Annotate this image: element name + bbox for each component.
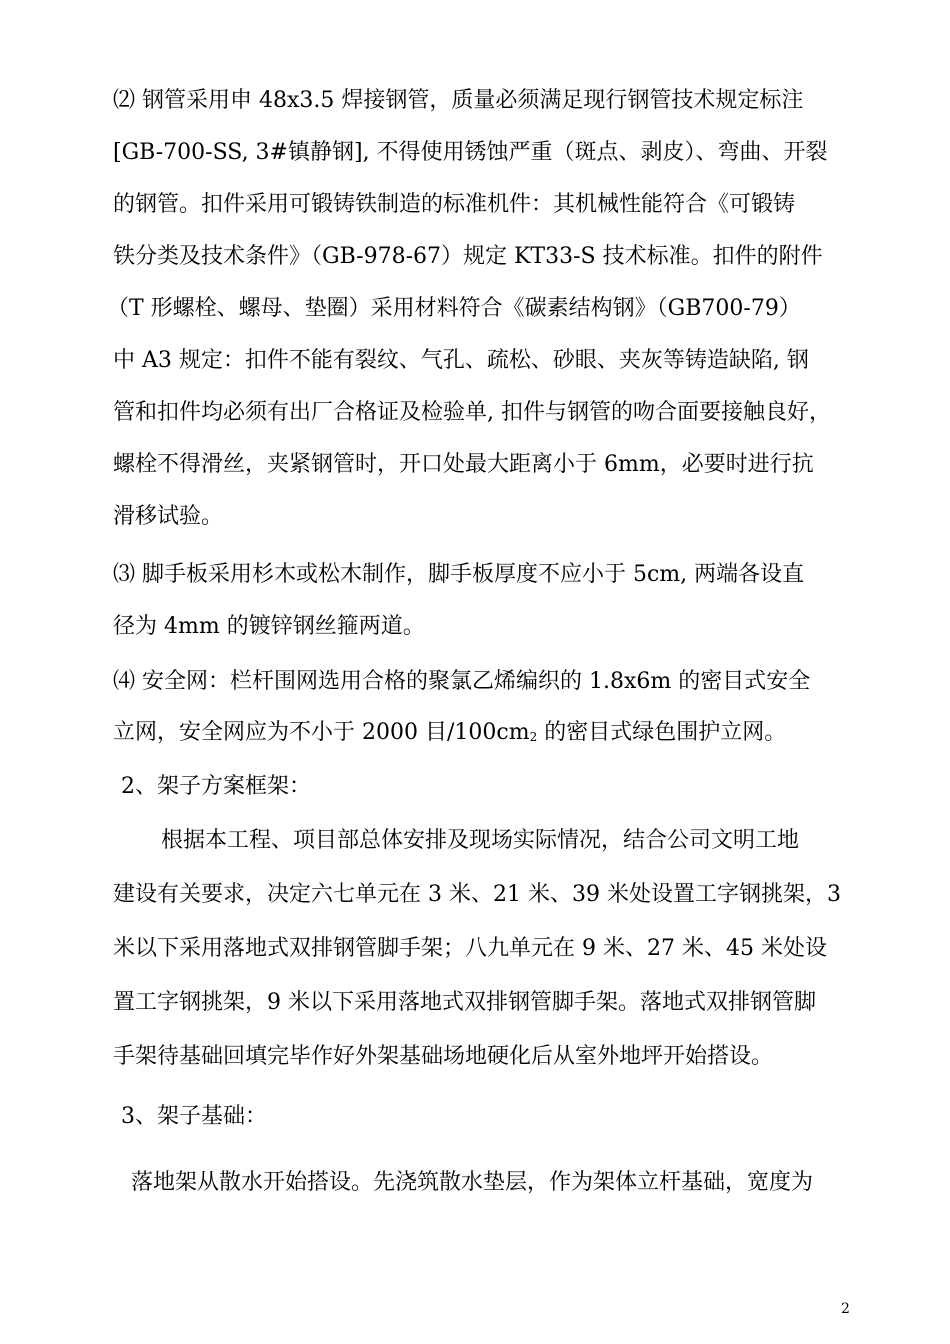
body-text-line: 的钢管。扣件采用可锻铸铁制造的标准机件：其机械性能符合《可锻铸 [113, 192, 796, 217]
body-text-line: 中 A3 规定：扣件不能有裂纹、气孔、疏松、砂眼、夹灰等铸造缺陷, 钢 [113, 348, 809, 373]
body-text-line: 管和扣件均必须有出厂合格证及检验单, 扣件与钢管的吻合面要接触良好， [113, 400, 831, 425]
text-run: 的密目式绿色围护立网。 [537, 720, 787, 745]
body-text-line: 根据本工程、项目部总体安排及现场实际情况，结合公司文明工地 [161, 828, 800, 853]
body-text-line [113, 718, 786, 752]
body-text-line: ⑷ 安全网：栏杆围网选用合格的聚氯乙烯编织的 1.8x6m 的密目式安全 [113, 669, 811, 694]
body-text-line: ⑵ 钢管采用申 48x3.5 焊接钢管，质量必须满足现行钢管技术规定标注 [113, 88, 804, 113]
section-heading: 2、架子方案框架： [121, 774, 311, 799]
subscript-text: 2 [529, 730, 538, 744]
body-text-line: ⑶ 脚手板采用杉木或松木制作，脚手板厚度不应小于 5cm, 两端各设直 [113, 562, 805, 587]
body-text-line: 铁分类及技术条件》（GB-978-67）规定 KT33-S 技术标准。扣件的附件 [113, 244, 823, 269]
body-text-line: 径为 4mm 的镀锌钢丝箍两道。 [113, 614, 425, 639]
body-text-line: 落地架从散水开始搭设。先浇筑散水垫层，作为架体立杆基础，宽度为 [131, 1170, 814, 1195]
body-text-line: 米以下采用落地式双排钢管脚手架；八九单元在 9 米、27 米、45 米处设 [113, 936, 827, 961]
text-run: 立网，安全网应为不小于 2000 目/100cm [113, 720, 530, 745]
body-text-line: 手架待基础回填完毕作好外架基础场地硬化后从室外地坪开始搭设。 [113, 1044, 774, 1069]
body-text-line: 置工字钢挑架，9 米以下采用落地式双排钢管脚手架。落地式双排钢管脚 [113, 990, 816, 1015]
section-heading: 3、架子基础： [121, 1104, 267, 1129]
body-text-line: [GB-700-SS, 3#镇静钢], 不得使用锈蚀严重（斑点、剥皮）、弯曲、开裂 [113, 140, 828, 165]
body-text-line: （T 形螺栓、螺母、垫圈）采用材料符合《碳素结构钢》（GB700-79） [107, 296, 801, 321]
body-text-line: 滑移试验。 [113, 504, 224, 529]
body-text-line: 建设有关要求，决定六七单元在 3 米、21 米、39 米处设置工字钢挑架，3 [113, 882, 841, 907]
body-text-line: 螺栓不得滑丝，夹紧钢管时，开口处最大距离小于 6mm，必要时进行抗 [113, 452, 814, 477]
page-number: 2 [841, 1301, 850, 1317]
